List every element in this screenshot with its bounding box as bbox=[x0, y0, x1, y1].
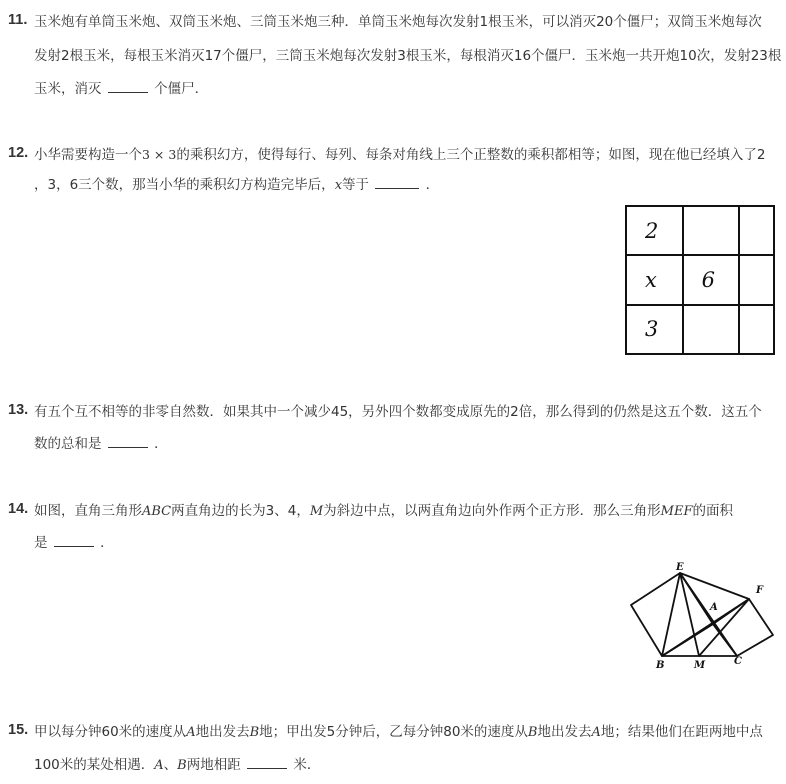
question-text: 米． bbox=[293, 757, 321, 773]
question-text: 小华需要构造一个 bbox=[34, 147, 142, 163]
question-text: ． bbox=[154, 436, 168, 452]
grid-cell: 6 bbox=[683, 255, 740, 304]
question-text: 两地相距 bbox=[186, 757, 241, 773]
question-number: 14. bbox=[8, 501, 29, 517]
math-variable: x bbox=[334, 178, 343, 193]
math-expression: 3 × 3 bbox=[142, 147, 177, 162]
question-text: 是 bbox=[34, 535, 48, 551]
math-variable: B bbox=[527, 725, 538, 740]
grid-cell bbox=[739, 206, 774, 255]
grid-cell: x bbox=[626, 255, 683, 304]
math-variable: A bbox=[154, 758, 164, 773]
question-text: 甲以每分钟60米的速度从 bbox=[34, 724, 187, 740]
vertex-label-f: F bbox=[756, 585, 764, 596]
question-text: 两直角边的长为3、4， bbox=[171, 503, 310, 519]
grid-cell bbox=[739, 255, 774, 304]
math-variable: M bbox=[309, 504, 324, 519]
question-text: 如图，直角三角形 bbox=[34, 503, 142, 519]
segment-ec bbox=[680, 573, 737, 656]
question-text: 的乘积幻方，使得每行、每列、每条对角线上三个正整数的乘积都相等；如图，现在他已经填入了2 bbox=[176, 147, 766, 163]
grid-cell: 3 bbox=[626, 305, 683, 354]
answer-blank[interactable] bbox=[108, 80, 148, 93]
question-text-line bbox=[34, 722, 763, 743]
question-text: ． bbox=[100, 535, 114, 551]
vertex-label-c: C bbox=[734, 656, 742, 667]
question-text: 有五个互不相等的非零自然数．如果其中一个减少45，另外四个数都变成原先的2倍，那么得到的仍然是这五个数．这五个 bbox=[34, 404, 762, 420]
question-text: 玉米，消灭 bbox=[34, 81, 102, 97]
square-ac bbox=[713, 599, 773, 656]
vertex-label-m: M bbox=[694, 660, 706, 671]
vertex-label-b: B bbox=[656, 660, 665, 671]
math-variable: B bbox=[177, 758, 187, 773]
question-text: ，3，6三个数，那当小华的乘积幻方构造完毕后， bbox=[34, 177, 335, 193]
grid-cell bbox=[683, 206, 740, 255]
grid-cell bbox=[739, 305, 774, 354]
triangle-mef bbox=[680, 573, 749, 656]
question-text-line bbox=[34, 533, 114, 553]
question-text-line bbox=[34, 175, 439, 196]
grid-cell: 2 bbox=[626, 206, 683, 255]
vertex-label-e: E bbox=[676, 562, 684, 573]
question-text: 等于 bbox=[342, 177, 370, 193]
question-number: 15. bbox=[8, 722, 29, 738]
question-number: 12. bbox=[8, 145, 29, 161]
question-text: 100米的某处相遇． bbox=[34, 757, 155, 773]
question-text: 地；结果他们在距两地中点 bbox=[600, 724, 763, 740]
question-text-line bbox=[34, 145, 765, 165]
question-number: 11. bbox=[8, 12, 28, 28]
square-ab bbox=[631, 573, 713, 656]
question-text-line bbox=[34, 12, 762, 32]
question-text: 地出发去 bbox=[195, 724, 250, 740]
answer-blank[interactable] bbox=[108, 435, 148, 448]
question-text: 发射2根玉米，每根玉米消灭17个僵尸，三筒玉米炮每次发射3根玉米，每根消灭16个僵尸．玉米炮一共开炮10次，发射23根 bbox=[34, 48, 782, 64]
math-variable: B bbox=[249, 725, 260, 740]
answer-blank[interactable] bbox=[247, 756, 287, 769]
question-text: 个僵尸． bbox=[154, 81, 209, 97]
question-text-line bbox=[34, 79, 208, 99]
answer-blank[interactable] bbox=[375, 176, 419, 189]
geometry-figure bbox=[622, 560, 778, 672]
segment-eb bbox=[662, 573, 680, 656]
question-text: 为斜边中点，以两直角边向外作两个正方形．那么三角形 bbox=[323, 503, 661, 519]
question-text: 、 bbox=[163, 757, 178, 773]
question-text-line bbox=[34, 434, 168, 454]
question-text-line bbox=[34, 501, 733, 522]
question-text: ． bbox=[425, 177, 440, 193]
math-variable: A bbox=[591, 725, 601, 740]
question-text-line bbox=[34, 46, 781, 66]
math-variable: ABC bbox=[142, 504, 172, 519]
question-text-line bbox=[34, 402, 762, 422]
vertex-label-a: A bbox=[710, 602, 718, 613]
magic-square-grid bbox=[625, 205, 775, 355]
question-text-line bbox=[34, 755, 320, 776]
math-variable: MEF bbox=[660, 504, 693, 519]
question-text: 地；甲出发5分钟后，乙每分钟80米的速度从 bbox=[259, 724, 528, 740]
math-variable: A bbox=[186, 725, 196, 740]
question-text: 地出发去 bbox=[537, 724, 592, 740]
question-text: 数的总和是 bbox=[34, 436, 102, 452]
question-text: 玉米炮有单筒玉米炮、双筒玉米炮、三筒玉米炮三种．单筒玉米炮每次发射1根玉米，可以消灭20个僵尸；双筒玉米炮每次 bbox=[34, 14, 762, 30]
answer-blank[interactable] bbox=[54, 534, 94, 547]
question-number: 13. bbox=[8, 402, 29, 418]
grid-cell bbox=[683, 305, 740, 354]
question-text: 的面积 bbox=[692, 503, 733, 519]
